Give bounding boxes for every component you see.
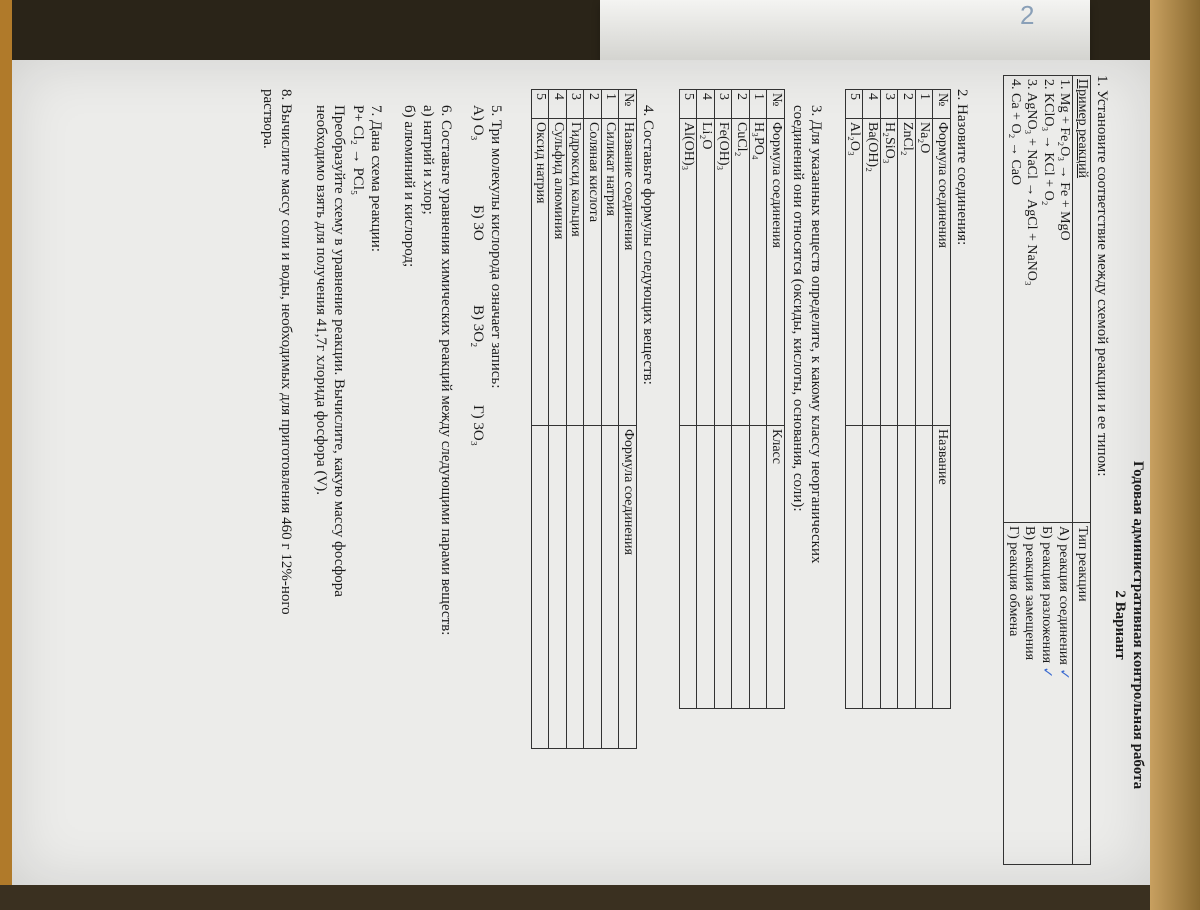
desk-bottom (0, 885, 1200, 910)
table-row: 1 H₃PO₄ (749, 90, 767, 709)
check-icon: ✓ (1056, 668, 1073, 680)
q6-a: а) натрий и хлор; (419, 105, 436, 215)
q7-task2: необходимо взять для получения 41,7г хлорида фосфора (V). (313, 105, 330, 496)
table-row: 1 Na₂O (915, 90, 933, 709)
table-row: 3 Fe(OH)₃ (714, 90, 732, 709)
desk-left (0, 0, 12, 910)
paper-stack (600, 0, 1090, 60)
table-row: 5 Al₂O₃ (845, 90, 863, 709)
q4-h-name: Название соединения (619, 119, 637, 426)
q4-table (531, 89, 637, 749)
table-row: 5 Оксид натрия (531, 90, 549, 749)
reaction-1: 1. Mg + Fe₂O₃ → Fe + MgO (1057, 79, 1073, 241)
page-title (1110, 375, 1147, 875)
q2-table (845, 89, 951, 709)
q4-text: 4. Составьте формулы следующих веществ: (640, 105, 656, 385)
type-b: Б) реакция разложения (1038, 526, 1054, 664)
table-row: 5 Al(OH)₃ (679, 90, 697, 709)
q1-col2: Тип реакции (1073, 523, 1091, 865)
q3-text (788, 105, 825, 805)
q8-line1: 8. Вычислите массу соли и воды, необходимых для приготовления 460 г 12%-ного (278, 89, 294, 615)
q2-h-name: Название (933, 426, 951, 709)
table-row: 2 CuCl₂ (732, 90, 750, 709)
type-d: Г) реакция обмена (1005, 526, 1021, 637)
q8 (258, 89, 295, 869)
reaction-3: 3. AgNO₃ + NaCl → AgCl + NaNO₃ (1024, 79, 1040, 286)
title-variant: 2 Вариант (1111, 590, 1128, 660)
title-header: Годовая административная контрольная работа (1130, 460, 1146, 790)
q3-h-num: № (767, 90, 785, 119)
stack-number: 2 (1020, 0, 1035, 30)
q2-h-formula: Формула соединения (933, 119, 951, 426)
table-row: 4 Сульфид алюминия (549, 90, 567, 749)
q5-option-d: Г) 3O₃ (469, 405, 486, 446)
desk-right (1150, 0, 1200, 910)
q5-option-c: В) 3O₂ (469, 305, 486, 348)
q1-types (1004, 523, 1073, 865)
q3-h-class: Класс (767, 426, 785, 709)
q4-h-formula: Формула соединения (619, 426, 637, 749)
rotated-content (37, 75, 1147, 875)
q3-h-formula: Формула соединения (767, 119, 785, 426)
table-row: 4 Li₂O (697, 90, 715, 709)
q2-h-num: № (933, 90, 951, 119)
q2-text: 2. Назовите соединения: (954, 89, 970, 246)
q8-line2: раствора. (259, 89, 276, 149)
type-a: А) реакция соединения (1056, 526, 1072, 665)
q6-b: б) алюминий и кислород; (401, 105, 418, 268)
q7-scheme: P+ Cl₂ → PCl₅ (349, 105, 366, 196)
q6 (400, 105, 455, 865)
q3-line2: соединений они относятся (оксиды, кислоты, основания, соли): (789, 105, 806, 512)
q4-h-num: № (619, 90, 637, 119)
q5 (467, 105, 505, 805)
table-row: 3 Гидроксид кальция (566, 90, 584, 749)
table-row: 2 ZnCl₂ (898, 90, 916, 709)
q1-table (1003, 75, 1091, 865)
reaction-4: 4. Ca + O₂ → CaO (1007, 79, 1023, 186)
type-c: В) реакция замещения (1022, 526, 1038, 661)
q3-line1: 3. Для указанных веществ определите, к какому классу неорганических (808, 105, 824, 564)
q1-text: 1. Установите соответствие между схемой реакции и ее типом: (1094, 75, 1110, 477)
q7 (312, 105, 385, 865)
q6-text: 6. Составьте уравнения химических реакций между следующими парами веществ: (438, 105, 454, 636)
q3-table (679, 89, 785, 709)
table-row: 1 Силикат натрия (601, 90, 619, 749)
table-row: 2 Соляная кислота (584, 90, 602, 749)
test-paper (12, 60, 1150, 885)
check-icon: ✓ (1038, 666, 1055, 679)
reaction-2: 2. KClO₃ → KCl + O₂ (1040, 79, 1056, 206)
table-row: 4 Ba(OH)₂ (863, 90, 881, 709)
q5-option-a: А) O₃ (469, 105, 486, 141)
q7-task1: Преобразуйте схему в уравнение реакции. Вычислите, какую массу фосфора (331, 105, 348, 597)
table-row: 3 H₂SiO₃ (880, 90, 898, 709)
q1-reactions (1004, 76, 1073, 523)
q7-text: 7. Дана схема реакции: (368, 105, 384, 252)
q1-col1: Пример реакций (1073, 76, 1091, 523)
q5-text: 5. Три молекулы кислорода означает запись: (488, 105, 504, 389)
q5-option-b: Б) 3O (469, 205, 486, 241)
